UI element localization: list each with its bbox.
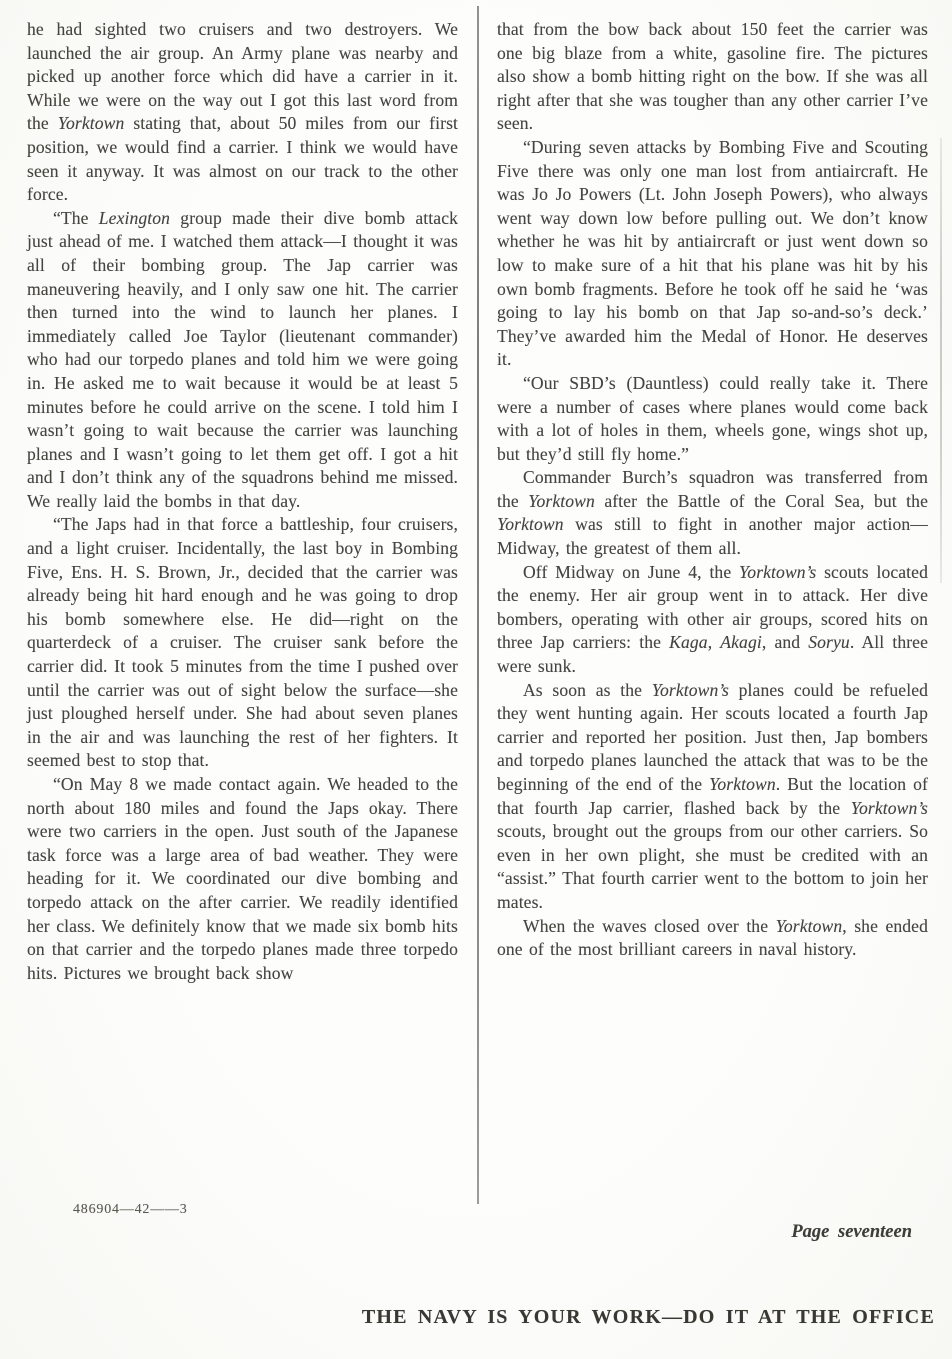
text: “On May 8 we made contact again. We headed to the north about 180 miles and found the Japs okay. There were two carriers in the open. Just south of the Japanese task force was a large area of bad weather. They were heading for it. We coordinated our dive bombing and torpedo attack on the after carrier. We readily identified her class. We definitely know that we made six bomb hits on that carrier and the torpedo planes made three torpedo hits. Pictures we brought back show [27, 774, 458, 983]
italic-text: Yorktown [57, 113, 125, 134]
text: . But the location of that fourth Jap carrier, flashed back by the [497, 774, 929, 818]
left-column [27, 18, 458, 985]
paragraph [27, 773, 458, 985]
paragraph [27, 18, 458, 207]
text: was still to fight in another major action—Midway, the greatest of them all. [497, 514, 928, 559]
text: , [707, 632, 721, 653]
italic-text: Yorktown [775, 915, 843, 936]
italic-text: Kaga [669, 632, 708, 653]
text: , she ended one of the most brilliant careers in naval history. [497, 915, 928, 960]
text: . All three were sunk. [497, 632, 928, 677]
paragraph [497, 18, 928, 136]
text: When the waves closed over the [523, 915, 776, 936]
italic-text: Lexington [98, 207, 171, 228]
paragraph [497, 679, 928, 915]
text: planes could be refueled they went hunting again. Her scouts located a fourth Jap carrier and reported her position. Just then, Jap bombers and torpedo planes launched the attack that was to be the beginning of the end of the [497, 679, 929, 794]
text: Off Midway on June 4, the [523, 561, 740, 582]
text: “Our SBD’s (Dauntless) could really take it. There were a number of cases where planes would come back with a lot of holes in them, wheels gone, wings shot up, but they’d still fly home.” [497, 372, 928, 464]
text: “The Japs had in that force a battleship, four cruisers, and a light cruiser. Incidentally, the last boy in Bombing Five, Ens. H. S. Brown, Jr., decided that the carrier was already being hit hard enough and he was going to drop his bomb somewhere else. He did—right on the quarterdeck of a cruiser. The cruiser sank before the carrier did. It took 5 minutes from the time I pushed over until the carrier was out of sight below the surface—she just ploughed herself under. She had about seven planes in the air and was launching the rest of her fighters. It seemed best to stop that. [27, 514, 458, 771]
text: after the Battle of the Coral Sea, but the [594, 490, 928, 511]
italic-text: Yorktown’s [850, 797, 928, 818]
italic-text: Yorktown’s [739, 561, 817, 582]
right-column [497, 18, 928, 962]
paragraph [497, 466, 928, 560]
paragraph [497, 372, 928, 466]
paragraph [27, 207, 458, 514]
paragraph [497, 136, 928, 372]
italic-text: Akagi [720, 632, 762, 653]
text: As soon as the [523, 679, 652, 700]
italic-text: Soryu [808, 632, 850, 653]
text: he had sighted two cruisers and two destroyers. We launched the air group. An Army plane was nearby and picked up another force which did have a carrier in it. While we were on the way out I got this last word from the [27, 19, 458, 134]
italic-text: Yorktown [528, 490, 595, 511]
paragraph [27, 513, 458, 773]
italic-text: Yorktown’s [651, 679, 729, 700]
italic-text: Yorktown [709, 774, 776, 794]
scan-edge-artifact [940, 138, 942, 583]
text: “The [53, 207, 99, 228]
text: , and [761, 632, 809, 653]
paragraph [497, 561, 928, 679]
page-number-label: Page seventeen [791, 1222, 912, 1242]
italic-text: Yorktown [497, 514, 564, 535]
footer-slogan: THE NAVY IS YOUR WORK—DO IT AT THE OFFICE [361, 1306, 935, 1328]
text: that from the bow back about 150 feet the carrier was one big blaze from a white, gasoline fire. The pictures also show a bomb hitting right on the bow. If she was all right after that she was tougher than any other carrier I’ve seen. [497, 19, 928, 134]
text: “During seven attacks by Bombing Five and Scouting Five there was only one man lost from antiaircraft. He was Jo Jo Powers (Lt. John Joseph Powers), who always went way down low before pulling out. We don’t know whether he was hit by antiaircraft or just went down so low to make sure of a hit that his plane was hit by his own bomb fragments. Before he took off he said he ‘was going to lay his bomb on that Jap so-and-so’s deck.’ They’ve awarded him the Medal of Honor. He deserves it. [497, 136, 928, 370]
text: group made their dive bomb attack just ahead of me. I watched them attack—I thought it was all of their bombing group. The Jap carrier was maneuvering heavily, and I only saw one hit. The carrier then turned into the wind to launch her planes. I immediately called Joe Taylor (lieutenant commander) who had our torpedo planes and told him we were going in. He asked me to wait because it would be at least 5 minutes before he could arrive on the scene. I told him I wasn’t going to wait because the carrier was launching planes and I wasn’t going to let them get off. I got a hit and I don’t think any of the squadrons behind me missed. We really laid the bombs in that day. [27, 207, 458, 511]
text: scouts located the enemy. Her air group went in to attack. Her dive bombers, operating with other air groups, scored hits on three Jap carriers: the [497, 561, 928, 653]
column-divider-rule [477, 6, 479, 1204]
text: scouts, brought out the groups from our other carriers. So even in her own plight, she must be credited with an “assist.” That fourth carrier went to the bottom to join her mates. [497, 821, 928, 912]
text: stating that, about 50 miles from our first position, we would find a carrier. I think we would have seen it anyway. It was almost on our track to the other force. [27, 113, 459, 205]
print-code: 486904—42——3 [73, 1202, 188, 1217]
text: Commander Burch’s squadron was transferred from the [497, 467, 928, 511]
paragraph [497, 915, 928, 962]
